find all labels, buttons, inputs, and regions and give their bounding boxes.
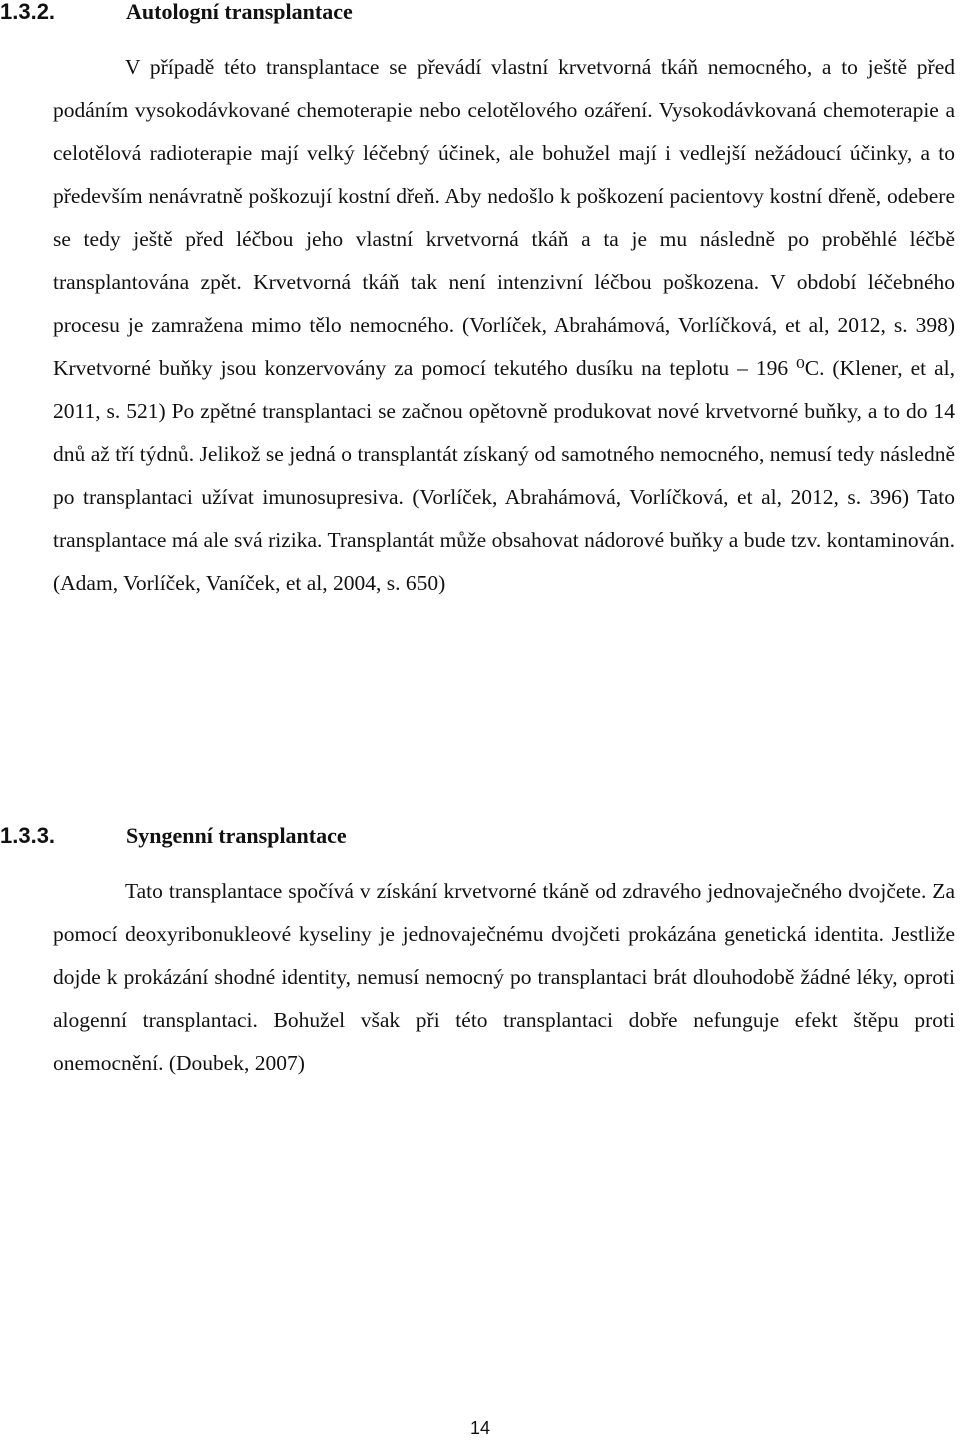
section-title: Syngenní transplantace — [126, 823, 347, 848]
section-title: Autologní transplantace — [126, 0, 353, 24]
section-number: 1.3.3. — [0, 823, 56, 848]
paragraph-syngenni: Tato transplantace spočívá v získání krvetvorné tkáně od zdravého jednovaječného dvojčete. Za pomocí deoxyribonukleové kyseliny je jednovaječnému dvojčeti prokázána genetická identita. Jestliže dojde k prokázání shodné identity, nemusí nemocný po transplantaci brát dlouhodobě žádné léky, oproti alogenní transplantaci. Bohužel však při této transplantaci dobře nefunguje efekt štěpu proti onemocnění. (Doubek, 2007) — [53, 879, 955, 1075]
page-number: 14 — [469, 1418, 491, 1438]
section-heading-syngenni — [0, 824, 347, 848]
paragraph-autologni: V případě této transplantace se převádí vlastní krvetvorná tkáň nemocného, a to ještě před podáním vysokodávkované chemoterapie nebo celotělového ozáření. Vysokodávkovaná chemoterapie a celotělová radioterapie mají velký léčebný účinek, ale bohužel mají i vedlejší nežádoucí účinky, a to především nenávratně poškozují kostní dřeň. Aby nedošlo k poškození pacientovy kostní dřeně, odebere se tedy ještě před léčbou jeho vlastní krvetvorná tkáň a ta je mu následně po proběhlé léčbě transplantována zpět. Krvetvorná tkáň tak není intenzivní léčbou poškozena. V období léčebného procesu je zamražena mimo tělo nemocného. (Vorlíček, Abrahámová, Vorlíčková, et al, 2012, s. 398) Krvetvorné buňky jsou konzervovány za pomocí tekutého dusíku na teplotu – 196 ⁰C. (Klener, et al, 2011, s. 521) Po zpětné transplantaci se začnou opětovně produkovat nové krvetvorné buňky, a to do 14 dnů až tří týdnů. Jelikož se jedná o transplantát získaný od samotného nemocného, nemusí tedy následně po transplantaci užívat imunosupresiva. (Vorlíček, Abrahámová, Vorlíčková, et al, 2012, s. 396) Tato transplantace má ale svá rizika. Transplantát může obsahovat nádorové buňky a bude tzv. kontaminován. (Adam, Vorlíček, Vaníček, et al, 2004, s. 650) — [53, 55, 955, 595]
section-number: 1.3.2. — [0, 0, 56, 24]
section-heading-autologni — [0, 0, 353, 24]
